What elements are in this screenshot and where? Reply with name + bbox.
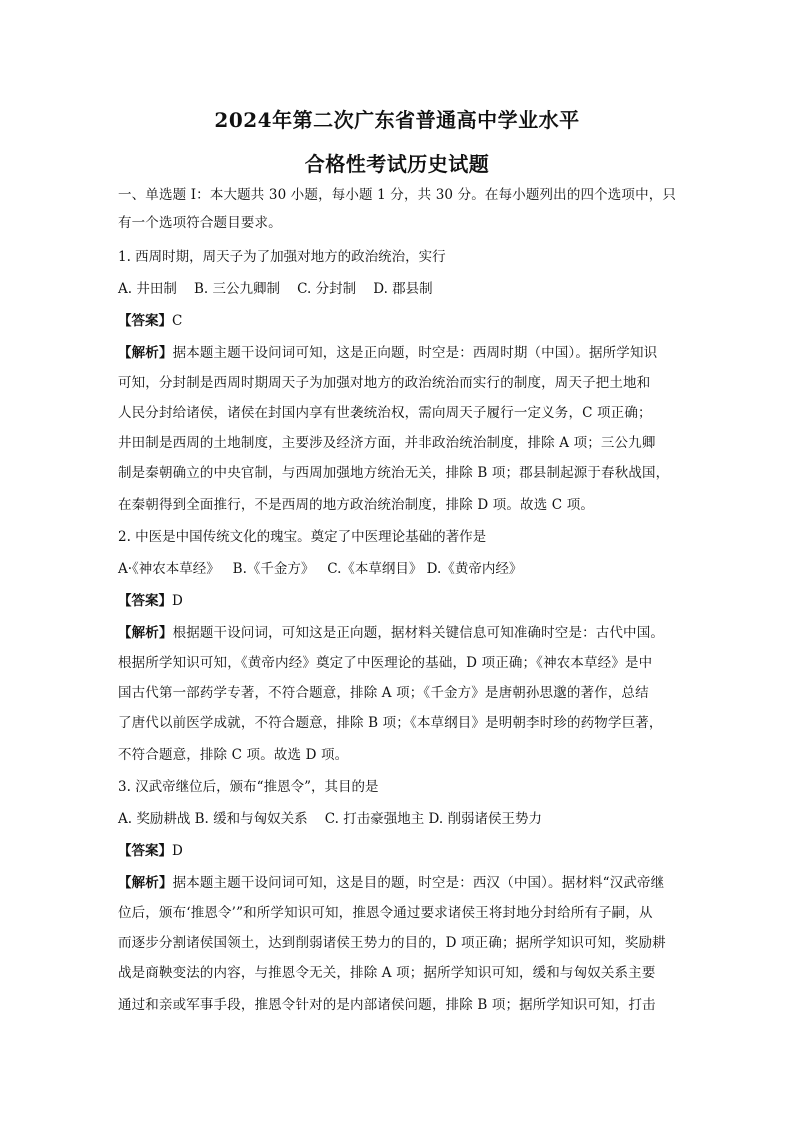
answer-label: 【答案】 — [118, 313, 172, 329]
page-title-line-2: 合格性考试历史试题 — [304, 152, 490, 176]
question-2-options: A·《神农本草经》 B.《千金方》 C.《本草纲目》 D.《黄帝内经》 — [118, 561, 523, 577]
question-3-stem: 3. 汉武帝继位后，颁布“推恩令”，其目的是 — [118, 779, 379, 795]
question-1-analysis-line-1 — [118, 344, 657, 362]
question-1-analysis-line-2: 可知，分封制是西周时期周天子为加强对地方的政治统治而实行的制度，周天子把土地和 — [118, 375, 651, 391]
question-2-analysis-line-4: 了唐代以前医学成就，不符合题意，排除 B 项；《本草纲目》是明朝李时珍的药物学巨著， — [118, 715, 663, 731]
answer-value: C — [172, 313, 183, 329]
question-3-analysis-line-2: 位后，颁布‘推恩令’”和所学知识可知，推恩令通过要求诸侯王将封地分封给所有子嗣，从 — [118, 905, 653, 921]
answer-value: D — [172, 843, 183, 859]
question-1-options: A. 井田制 B. 三公九卿制 C. 分封制 D. 郡县制 — [118, 281, 433, 297]
question-3-answer — [118, 842, 183, 860]
answer-label: 【答案】 — [118, 593, 172, 609]
answer-value: D — [172, 593, 183, 609]
analysis-label: 【解析】 — [118, 875, 173, 891]
analysis-text: 根据题干设问词，可知这是正向题，据材料关键信息可知准确时空是：古代中国。 — [172, 625, 665, 641]
question-1-analysis-line-5: 制是秦朝确立的中央官制，与西周加强地方统治无关，排除 B 项；郡县制起源于春秋战国， — [118, 465, 670, 481]
page-title-line-1: 2024年第二次广东省普通高中学业水平 — [214, 108, 580, 132]
question-2-analysis-line-1 — [118, 624, 664, 642]
question-1-analysis-line-3: 人民分封给诸侯，诸侯在封国内享有世袭统治权，需向周天子履行一定义务，C 项正确； — [118, 405, 652, 421]
question-2-analysis-line-2: 根据所学知识可知，《黄帝内经》奠定了中医理论的基础，D 项正确；《神农本草经》是中 — [118, 655, 653, 671]
analysis-label: 【解析】 — [118, 345, 173, 361]
question-1-stem: 1. 西周时期，周天子为了加强对地方的政治统治，实行 — [118, 249, 446, 265]
question-2-analysis-line-5: 不符合题意，排除 C 项。故选 D 项。 — [118, 747, 349, 763]
question-1-analysis-line-6: 在秦朝得到全面推行，不是西周的地方政治统治制度，排除 D 项。故选 C 项。 — [118, 497, 595, 513]
question-3-analysis-line-5: 通过和亲或军事手段，推恩令针对的是内部诸侯问题，排除 B 项；据所学知识可知，打击 — [118, 997, 656, 1013]
analysis-text: 据本题主题干设问词可知，这是正向题，时空是：西周时期（中国）。据所学知识 — [172, 345, 658, 361]
question-3-analysis-line-1 — [118, 874, 664, 892]
section-intro-line-2: 有一个选项符合题目要求。 — [118, 215, 282, 231]
analysis-label: 【解析】 — [118, 625, 173, 641]
analysis-text: 据本题主题干设问词可知，这是目的题，时空是：西汉（中国）。据材料“汉武帝继 — [172, 875, 665, 891]
question-2-stem: 2. 中医是中国传统文化的瑰宝。奠定了中医理论基础的著作是 — [118, 529, 487, 545]
section-intro-line-1: 一、单选题 I：本大题共 30 小题，每小题 1 分，共 30 分。在每小题列出的四个选项中，只 — [118, 187, 677, 203]
question-1-answer — [118, 312, 182, 330]
question-2-answer — [118, 592, 183, 610]
question-3-analysis-line-3: 而逐步分割诸侯国领土，达到削弱诸侯王势力的目的，D 项正确；据所学知识可知，奖励耕 — [118, 935, 666, 951]
question-3-options: A. 奖励耕战 B. 缓和与匈奴关系 C. 打击豪强地主 D. 削弱诸侯王势力 — [118, 811, 542, 827]
answer-label: 【答案】 — [118, 843, 172, 859]
question-2-analysis-line-3: 国古代第一部药学专著，不符合题意，排除 A 项；《千金方》是唐朝孙思邈的著作，总结 — [118, 685, 649, 701]
question-1-analysis-line-4: 井田制是西周的土地制度，主要涉及经济方面，并非政治统治制度，排除 A 项；三公九卿 — [118, 435, 656, 451]
question-3-analysis-line-4: 战是商鞅变法的内容，与推恩令无关，排除 A 项；据所学知识可知，缓和与匈奴关系主要 — [118, 965, 656, 981]
